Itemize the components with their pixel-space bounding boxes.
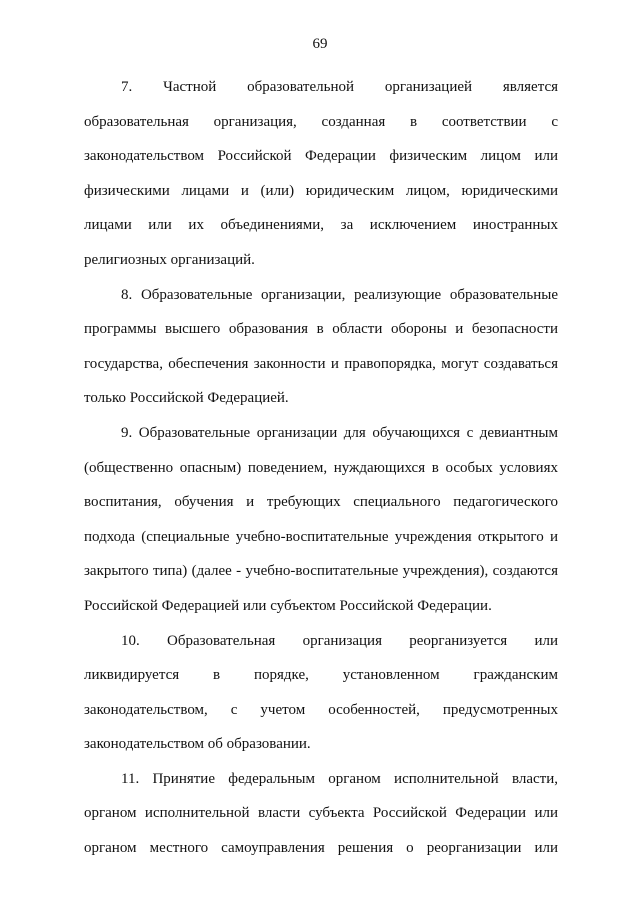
page-number: 69 — [312, 36, 328, 52]
paragraph-11: 11. Принятие федеральным органом исполнительной власти, органом исполнительной власти субъекта Российской Федерации или органом местного самоуправления решения о реорганизации или — [84, 770, 558, 857]
paragraph-9: 9. Образовательные организации для обучающихся с девиантным (общественно опасным) поведением, нуждающихся в особых условиях воспитания, обучения и требующих специального педагогического подхода (специальные учебно-воспитательные учреждения открытого и закрытого типа) (далее - учебно-воспитательные учреждения), создаются Российской Федерацией или субъектом Российской Федерации. — [84, 424, 558, 614]
paragraph-7: 7. Частной образовательной организацией является образовательная организация, созданная в соответствии с законодательством Российской Федерации физическим лицом или физическими лицами и (или) юридическим лицом, юридическими лицами или их объединениями, за исключением иностранных религиозных организаций. — [84, 79, 558, 268]
document-body — [84, 70, 558, 866]
paragraph-8: 8. Образовательные организации, реализующие образовательные программы высшего образования в области обороны и безопасности государства, обеспечения законности и правопорядка, могут создаваться только Российской Федерацией. — [84, 286, 558, 407]
paragraph-10: 10. Образовательная организация реорганизуется или ликвидируется в порядке, установленном гражданским законодательством, с учетом особенностей, предусмотренных законодательством об образовании. — [84, 632, 558, 753]
